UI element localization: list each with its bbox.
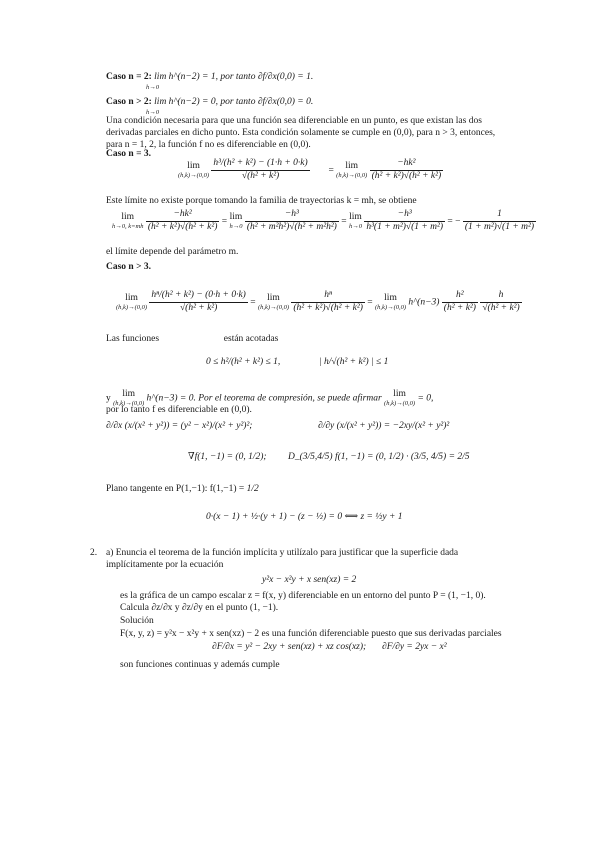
tangent-plane-equation: 0·(x − 1) + ½·(y + 1) − (z − ½) = 0 ⟺ z = ½y + 1 [206, 512, 403, 522]
limit-n3-equation: lim (h,k)→(0,0) $\frac{\text{h³/(h² + k²) − (1·h + 0·k)}}{\text{√(h² + k²)}}$ = lim (h,k)→(0,0) $\frac{\text{−hk²}}{\text{(h² + k²)√(h² + k²)}}$ [178, 158, 442, 181]
implicit-equation: y²x − x²y + x sen(xz) = 2 [262, 575, 357, 585]
item-2-statement: a) Enuncia el teorema de la función implícita y utilízalo para justificar que la superficie dada implícitamente por la ecuación [106, 548, 459, 570]
case-n2-text: lim h^(n−2) = 1, por tanto ∂f/∂x(0,0) = 1. [154, 72, 314, 82]
case-n3-sub: h→0 [146, 109, 159, 116]
paragraph-compression: y lim (h,k)→(0,0) h^(n−3) = 0. Por el teorema de compresión, se puede afirmar lim (h,k)→(0,0) = 0, [106, 389, 434, 407]
case-n3-text: lim h^(n−2) = 0, por tanto ∂f/∂x(0,0) = 0. [154, 97, 314, 107]
family-fraction-4: $\frac{1}{\text{(1 + m²)√(1 + m²)}}$ [464, 209, 534, 232]
case-n3-label: Caso n > 2: [106, 97, 152, 107]
case-n3-line [106, 97, 313, 109]
paragraph-functions: Las funciones están acotadas [106, 334, 279, 344]
paragraph-depends: el límite depende del parámetro m. [106, 247, 239, 257]
case-n-gt-3-heading: Caso n > 3. [106, 262, 152, 272]
gradient-value: ∇f(1, −1) = (0, 1/2); [188, 452, 267, 462]
case-n2-sub: h→0 [146, 84, 159, 91]
item-2-function-text: F(x, y, z) = y²x − x²y + x sen(xz) − 2 es una función diferenciable puesto que sus derivadas parciales [120, 629, 502, 639]
limit-n3-fraction-b: $\frac{\text{−hk²}}{\text{(h² + k²)√(h² + k²)}}$ [371, 158, 442, 181]
limit-ngt3-fraction-a: $\frac{\text{hⁿ/(h² + k²) − (0·h + 0·k)}}{\text{√(h² + k²)}}$ [151, 290, 246, 313]
family-limit-equation: lim h→0, k=mh $\frac{\text{−hk²}}{\text{(h² + k²)√(h² + k²)}}$ = lim h→0 $\frac{\text{−h³}}{\text{(h² + m²h²)√(h² + m²h²)}}$ = lim h→0 $\frac{\text{−h³}}{\text{h³(1 + m²)√(1 + m²)}}$ = − $\frac{1}{\text{(1 + m²)√(1 + m²)}}$ [112, 209, 534, 232]
solution-label: Solución [120, 616, 154, 626]
case-n2-label: Caso n = 2: [106, 72, 152, 82]
item-2-number: 2. [90, 548, 98, 558]
paragraph-family: Este límite no existe porque tomando la familia de trayectorias k = mh, se obtiene [106, 196, 417, 206]
limit-ngt3-equation: lim (h,k)→(0,0) $\frac{\text{hⁿ/(h² + k²) − (0·h + 0·k)}}{\text{√(h² + k²)}}$ = lim (h,k)→(0,0) $\frac{\text{hⁿ}}{\text{(h² + k²)√(h² + k²)}}$ = lim (h,k)→(0,0) h^(n−3) $\frac{\text{h²}}{\text{(h² + k²)}}$ $\frac{h}{\text{√(h² + k²)}}$ [116, 290, 520, 313]
family-fraction-2: $\frac{\text{−h³}}{\text{(h² + m²h²)√(h² + m²h²)}}$ [246, 209, 337, 232]
partial-derivative-y: ∂/∂y (x/(x² + y²)) = −2xy/(x² + y²)² [318, 421, 450, 431]
item-2-graph-text: es la gráfica de un campo escalar z = f(x, y) diferenciable en un entorno del punto P = (1, −1, 0). Calcula ∂z/∂x y ∂z/∂y en el punto (1, −1). [120, 591, 486, 613]
bound-equation: 0 ≤ h²/(h² + k²) ≤ 1, | h/√(h² + k²) | ≤ 1 [206, 357, 389, 367]
family-fraction-3: $\frac{\text{−h³}}{\text{h³(1 + m²)√(1 + m²)}}$ [366, 209, 444, 232]
case-n2-line [106, 72, 313, 84]
limit-ngt3-fraction-b: $\frac{\text{hⁿ}}{\text{(h² + k²)√(h² + k²)}}$ [293, 290, 363, 313]
case-n-eq-3-heading: Caso n = 3. [106, 149, 152, 159]
tangent-plane-line: Plano tangente en P(1,−1): f(1,−1) = 1/2 [106, 484, 259, 494]
paragraph-differentiable: por lo tanto f es diferenciable en (0,0). [106, 405, 252, 415]
partial-derivative-x: ∂/∂x (x/(x² + y²)) = (y² − x²)/(x² + y²)²; [106, 421, 253, 431]
limit-n3-lim: lim (h,k)→(0,0) [178, 161, 210, 180]
partial-F-y: ∂F/∂y = 2yx − x² [382, 642, 447, 652]
partial-F-x: ∂F/∂x = y² − 2xy + sen(xz) + xz cos(xz); [212, 642, 367, 652]
item-2-continuity-text: son funciones continuas y además cumple [120, 660, 280, 670]
limit-n3-lim-b: lim (h,k)→(0,0) [336, 161, 368, 180]
directional-derivative: D_(3/5,4/5) f(1, −1) = (0, 1/2) · (3/5, 4/5) = 2/5 [288, 452, 470, 462]
paragraph-condition: Una condición necesaria para que una función sea diferenciable en un punto, es que existan las dos derivadas parciales en dicho punto. Esta condición solamente se cumple en (0,0), para n > 3, entonces, para n = 1, 2, la función f no es diferenciable en (0,0). [106, 116, 496, 150]
limit-n3-fraction-a: $\frac{\text{h³/(h² + k²) − (1·h + 0·k)}}{\text{√(h² + k²)}}$ [213, 158, 308, 181]
family-fraction-1: $\frac{\text{−hk²}}{\text{(h² + k²)√(h² + k²)}}$ [147, 209, 218, 232]
